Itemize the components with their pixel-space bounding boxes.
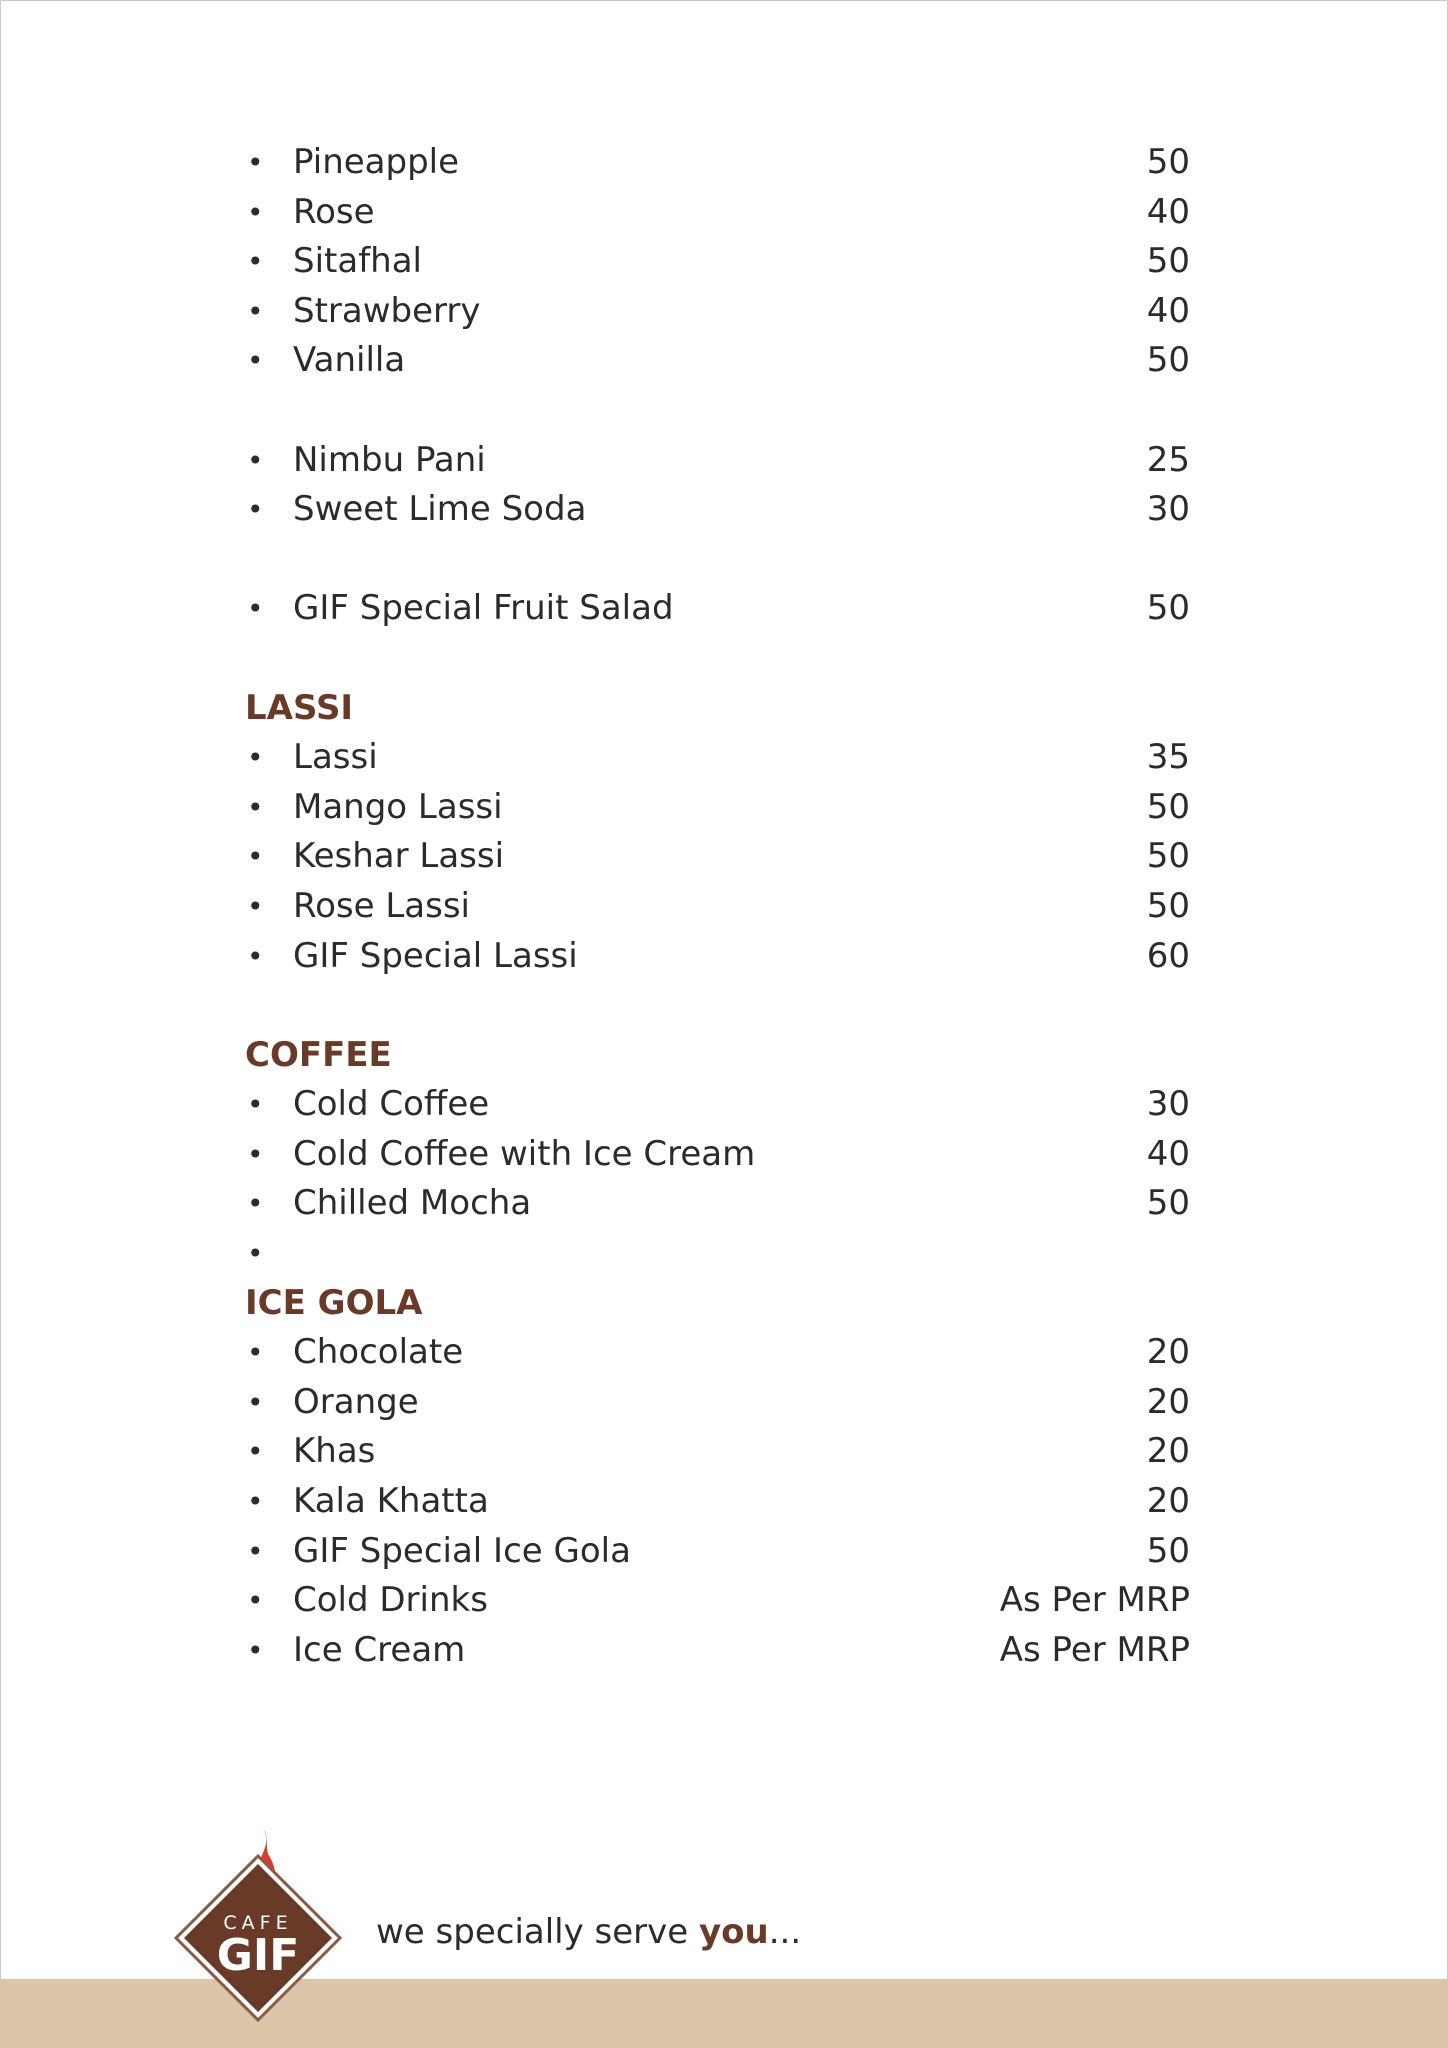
menu-list bbox=[245, 138, 1190, 1675]
item-name: GIF Special Lassi bbox=[293, 935, 578, 976]
tagline-prefix: we specially serve bbox=[376, 1912, 699, 1952]
bullet: • bbox=[247, 195, 264, 229]
tagline-emphasis: you bbox=[699, 1912, 769, 1952]
spacer bbox=[245, 981, 1190, 1031]
menu-item bbox=[245, 188, 1190, 238]
bullet: • bbox=[247, 1137, 264, 1171]
bullet: • bbox=[247, 592, 264, 626]
item-price: 50 bbox=[1146, 340, 1190, 381]
item-name: Sweet Lime Soda bbox=[293, 489, 587, 530]
menu-item bbox=[245, 832, 1190, 882]
menu-item bbox=[245, 1179, 1190, 1229]
item-name: GIF Special Fruit Salad bbox=[293, 588, 674, 629]
item-price: 50 bbox=[1146, 836, 1190, 877]
item-name: Nimbu Pani bbox=[293, 439, 486, 480]
item-price: As Per MRP bbox=[999, 1580, 1190, 1621]
menu-item bbox=[245, 1378, 1190, 1428]
item-name: Sitafhal bbox=[293, 241, 422, 282]
tagline bbox=[376, 1912, 801, 1952]
spacer bbox=[245, 535, 1190, 585]
menu-item bbox=[245, 485, 1190, 535]
section-heading: COFFEE bbox=[245, 1034, 392, 1075]
bullet: • bbox=[247, 889, 264, 923]
bullet: • bbox=[247, 1584, 264, 1618]
spacer bbox=[245, 386, 1190, 436]
item-name: GIF Special Ice Gola bbox=[293, 1530, 631, 1571]
bullet: • bbox=[247, 493, 264, 527]
item-name: Strawberry bbox=[293, 290, 481, 331]
item-name: Orange bbox=[293, 1381, 419, 1422]
bullet: • bbox=[247, 1435, 264, 1469]
item-name: Vanilla bbox=[293, 340, 406, 381]
bullet: • bbox=[247, 1088, 264, 1122]
item-price: 40 bbox=[1146, 1133, 1190, 1174]
bullet: • bbox=[247, 741, 264, 775]
item-name: Lassi bbox=[293, 737, 378, 778]
item-name: Kala Khatta bbox=[293, 1481, 489, 1522]
item-price: 40 bbox=[1146, 191, 1190, 232]
item-name: Chocolate bbox=[293, 1332, 464, 1373]
bullet: • bbox=[247, 344, 264, 378]
menu-item bbox=[245, 882, 1190, 932]
bullet: • bbox=[247, 245, 264, 279]
menu-item bbox=[245, 287, 1190, 337]
logo-cafe-text: CAFE bbox=[223, 1912, 293, 1934]
item-price: 50 bbox=[1146, 241, 1190, 282]
item-name: Rose bbox=[293, 191, 375, 232]
bullet: • bbox=[247, 1237, 264, 1271]
menu-item bbox=[245, 1527, 1190, 1577]
item-name: Chilled Mocha bbox=[293, 1183, 532, 1224]
item-name: Cold Coffee bbox=[293, 1084, 490, 1125]
menu-item bbox=[245, 932, 1190, 982]
section-heading: ICE GOLA bbox=[245, 1282, 423, 1323]
menu-item bbox=[245, 1576, 1190, 1626]
bullet: • bbox=[247, 790, 264, 824]
menu-item bbox=[245, 584, 1190, 634]
menu-item bbox=[245, 1427, 1190, 1477]
logo-gif-text: GIF bbox=[216, 1930, 300, 1981]
item-price: 30 bbox=[1146, 1084, 1190, 1125]
item-price: 20 bbox=[1146, 1332, 1190, 1373]
bullet: • bbox=[247, 1485, 264, 1519]
bullet: • bbox=[247, 294, 264, 328]
tagline-suffix: ... bbox=[768, 1912, 802, 1952]
menu-item bbox=[245, 237, 1190, 287]
item-price: 50 bbox=[1146, 142, 1190, 182]
item-price: 35 bbox=[1146, 737, 1190, 778]
bullet: • bbox=[247, 1336, 264, 1370]
item-price: 50 bbox=[1146, 786, 1190, 827]
bullet: • bbox=[247, 146, 264, 179]
item-name: Mango Lassi bbox=[293, 786, 503, 827]
item-name: Pineapple bbox=[293, 142, 460, 182]
item-price: 20 bbox=[1146, 1381, 1190, 1422]
item-price: 40 bbox=[1146, 290, 1190, 331]
item-name: Rose Lassi bbox=[293, 885, 470, 926]
menu-item bbox=[245, 336, 1190, 386]
bullet: • bbox=[247, 1534, 264, 1568]
bullet: • bbox=[247, 1187, 264, 1221]
item-price: 60 bbox=[1146, 935, 1190, 976]
menu-item bbox=[245, 1477, 1190, 1527]
cafe-gif-logo bbox=[172, 1826, 344, 2026]
menu-item bbox=[245, 1328, 1190, 1378]
item-name: Cold Drinks bbox=[293, 1580, 488, 1621]
item-name: Khas bbox=[293, 1431, 376, 1472]
item-price: 50 bbox=[1146, 588, 1190, 629]
item-name: Ice Cream bbox=[293, 1629, 466, 1670]
item-price: 20 bbox=[1146, 1431, 1190, 1472]
menu-item bbox=[245, 1130, 1190, 1180]
item-name: Cold Coffee with Ice Cream bbox=[293, 1133, 756, 1174]
menu-item bbox=[245, 1080, 1190, 1130]
item-price: 25 bbox=[1146, 439, 1190, 480]
item-price: 30 bbox=[1146, 489, 1190, 530]
menu-item bbox=[245, 436, 1190, 486]
bullet: • bbox=[247, 443, 264, 477]
item-price: As Per MRP bbox=[999, 1629, 1190, 1670]
menu-item bbox=[245, 138, 1190, 188]
item-price: 20 bbox=[1146, 1481, 1190, 1522]
section-heading: LASSI bbox=[245, 687, 354, 728]
item-price: 50 bbox=[1146, 885, 1190, 926]
item-price: 50 bbox=[1146, 1183, 1190, 1224]
bullet: • bbox=[247, 840, 264, 874]
menu-item bbox=[245, 783, 1190, 833]
item-name: Keshar Lassi bbox=[293, 836, 505, 877]
bullet: • bbox=[247, 1633, 264, 1667]
bullet: • bbox=[247, 939, 264, 973]
item-price: 50 bbox=[1146, 1530, 1190, 1571]
empty-menu-item bbox=[245, 1229, 1190, 1279]
menu-item bbox=[245, 1626, 1190, 1676]
spacer bbox=[245, 634, 1190, 684]
menu-item bbox=[245, 733, 1190, 783]
bullet: • bbox=[247, 1385, 264, 1419]
